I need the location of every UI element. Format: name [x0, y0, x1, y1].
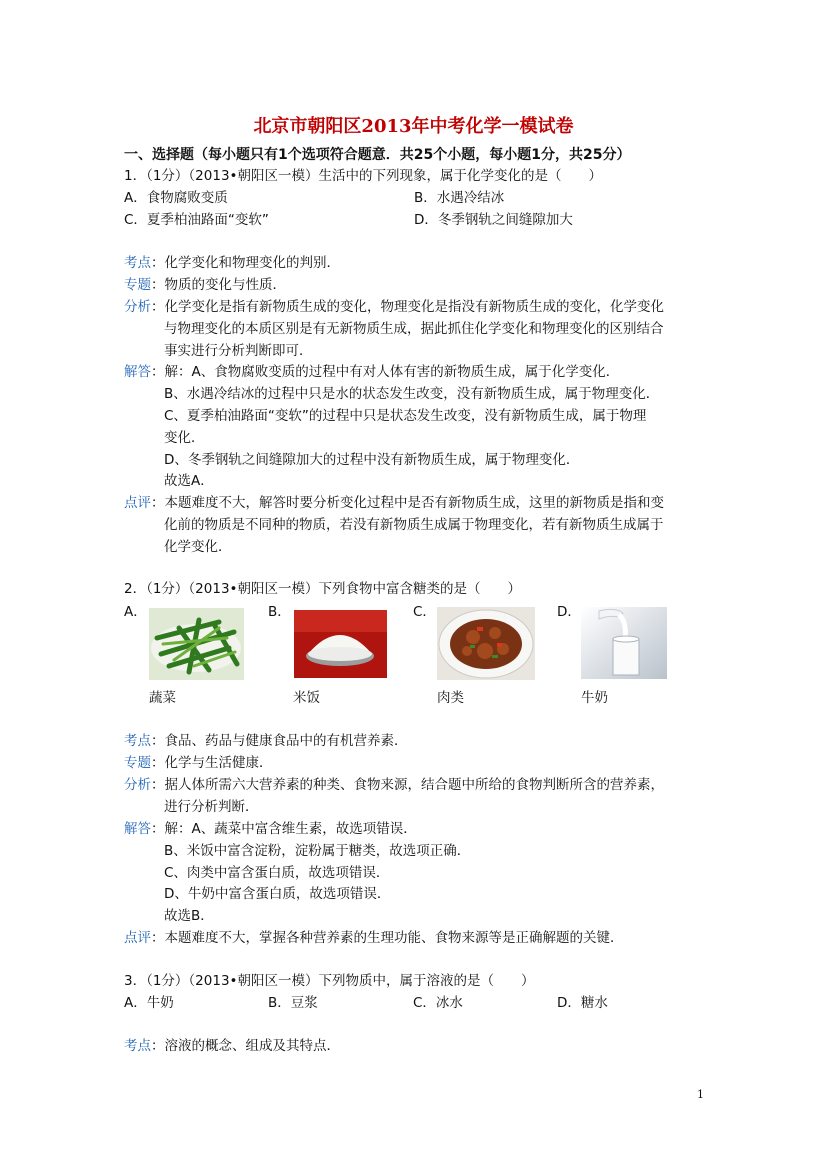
question-2-stem: 2．（1分）（2013•朝阳区一模）下列食物中富含糖类的是（ ） — [124, 581, 521, 597]
question-2-option-b-letter: B． — [268, 604, 291, 620]
q2-jieda-line-1: 解：A、蔬菜中富含维生素，故选项错误． — [164, 821, 417, 837]
q2-fenxi-row — [124, 774, 664, 796]
zhuanti-tag: 专题 — [124, 755, 151, 771]
q3-kaodian-row — [124, 1035, 340, 1057]
q2-jieda-line-2: B、米饭中富含淀粉，淀粉属于糖类，故选项正确． — [164, 843, 471, 859]
question-1-stem: 1．（1分）（2013•朝阳区一模）生活中的下列现象，属于化学变化的是（ ） — [124, 168, 602, 184]
jieda-tag: 解答 — [124, 364, 151, 380]
zhuanti-tag: 专题 — [124, 277, 151, 293]
caption-vegetable: 蔬菜 — [149, 690, 176, 706]
q1-dianping-line-1: 本题难度不大，解答时要分析变化过程中是否有新物质生成，这里的新物质是指和变 — [164, 495, 664, 511]
colon: ： — [151, 277, 165, 293]
q2-dianping-row — [124, 927, 624, 949]
question-3-option-c: C．冰水 — [413, 995, 463, 1011]
colon: ： — [151, 364, 165, 380]
q1-kaodian-text: 化学变化和物理变化的判别． — [164, 255, 340, 271]
question-2-option-d-letter: D． — [557, 604, 581, 620]
q2-jieda-line-3: C、肉类中富含蛋白质，故选项错误． — [164, 865, 390, 881]
caption-milk: 牛奶 — [581, 690, 608, 706]
dianping-tag: 点评 — [124, 930, 151, 946]
q1-kaodian-row — [124, 252, 340, 274]
colon: ： — [151, 821, 165, 837]
q1-jieda-row — [124, 361, 619, 383]
question-3-option-b: B．豆浆 — [268, 995, 318, 1011]
q2-fenxi-line-1: 据人体所需六大营养素的种类、食物来源，结合题中所给的食物判断所含的营养素， — [164, 777, 664, 793]
section-heading: 一、选择题（每小题只有1个选项符合题意．共25个小题，每小题1分，共25分） — [124, 147, 631, 163]
q2-zhuanti-row — [124, 752, 273, 774]
question-1-option-d: D．冬季钢轨之间缝隙加大 — [414, 212, 573, 228]
q1-dianping-line-2: 化前的物质是不同种的物质，若没有新物质生成属于物理变化，若有新物质生成属于 — [164, 517, 664, 533]
q2-zhuanti-text: 化学与生活健康． — [164, 755, 273, 771]
q1-jieda-line-2: B、水遇冷结冰的过程中只是水的状态发生改变，没有新物质生成，属于物理变化． — [164, 386, 660, 402]
colon: ： — [151, 495, 165, 511]
q1-fenxi-line-2: 与物理变化的本质区别是有无新物质生成，据此抓住化学变化和物理变化的区别结合 — [164, 321, 664, 337]
colon: ： — [151, 1038, 165, 1054]
q2-jieda-line-4: D、牛奶中富含蛋白质，故选项错误． — [164, 886, 391, 902]
vegetable-image — [149, 608, 244, 680]
milk-image — [581, 607, 667, 679]
q2-fenxi-line-2: 进行分析判断． — [164, 799, 259, 815]
q2-jieda-row — [124, 818, 417, 840]
q1-dianping-row — [124, 492, 664, 514]
q1-jieda-line-6: 故选A． — [164, 473, 214, 489]
caption-meat: 肉类 — [437, 690, 464, 706]
rice-image — [294, 610, 387, 678]
q2-kaodian-text: 食品、药品与健康食品中的有机营养素． — [164, 733, 408, 749]
q2-kaodian-row — [124, 730, 408, 752]
q1-fenxi-line-1: 化学变化是指有新物质生成的变化，物理变化是指没有新物质生成的变化，化学变化 — [164, 299, 664, 315]
q1-fenxi-line-3: 事实进行分析判断即可． — [164, 343, 313, 359]
q1-zhuanti-row — [124, 274, 286, 296]
question-3-option-d: D．糖水 — [557, 995, 608, 1011]
caption-rice: 米饭 — [293, 690, 320, 706]
page-title: 北京市朝阳区2013年中考化学一模试卷 — [253, 116, 574, 137]
q1-jieda-line-5: D、冬季钢轨之间缝隙加大的过程中没有新物质生成，属于物理变化． — [164, 452, 580, 468]
q2-dianping-line-1: 本题难度不大，掌握各种营养素的生理功能、食物来源等是正确解题的关键． — [164, 930, 624, 946]
kaodian-tag: 考点 — [124, 255, 151, 271]
q1-jieda-line-3: C、夏季柏油路面“变软”的过程中只是状态发生改变，没有新物质生成，属于物理 — [164, 408, 647, 424]
colon: ： — [151, 930, 165, 946]
colon: ： — [151, 755, 165, 771]
question-2-option-c-letter: C． — [413, 604, 436, 620]
colon: ： — [151, 777, 165, 793]
kaodian-tag: 考点 — [124, 733, 151, 749]
colon: ： — [151, 299, 165, 315]
dianping-tag: 点评 — [124, 495, 151, 511]
q2-jieda-line-5: 故选B． — [164, 908, 214, 924]
q1-jieda-line-4: 变化． — [164, 430, 205, 446]
q1-zhuanti-text: 物质的变化与性质． — [164, 277, 286, 293]
question-1-option-a: A．食物腐败变质 — [124, 190, 228, 206]
page-number: 1 — [697, 1088, 704, 1101]
question-1-option-b: B．水遇冷结冰 — [414, 190, 505, 206]
fenxi-tag: 分析 — [124, 299, 151, 315]
colon: ： — [151, 255, 165, 271]
question-1-option-c: C．夏季柏油路面“变软” — [124, 212, 269, 228]
question-3-option-a: A．牛奶 — [124, 995, 174, 1011]
q1-fenxi-row — [124, 296, 664, 318]
fenxi-tag: 分析 — [124, 777, 151, 793]
q3-kaodian-text: 溶液的概念、组成及其特点． — [164, 1038, 340, 1054]
kaodian-tag: 考点 — [124, 1038, 151, 1054]
q1-jieda-line-1: 解：A、食物腐败变质的过程中有对人体有害的新物质生成，属于化学变化． — [164, 364, 620, 380]
q1-dianping-line-3: 化学变化． — [164, 539, 232, 555]
question-2-option-a-letter: A． — [124, 604, 147, 620]
meat-image — [437, 607, 535, 680]
colon: ： — [151, 733, 165, 749]
jieda-tag: 解答 — [124, 821, 151, 837]
question-3-stem: 3．（1分）（2013•朝阳区一模）下列物质中，属于溶液的是（ ） — [124, 973, 535, 989]
